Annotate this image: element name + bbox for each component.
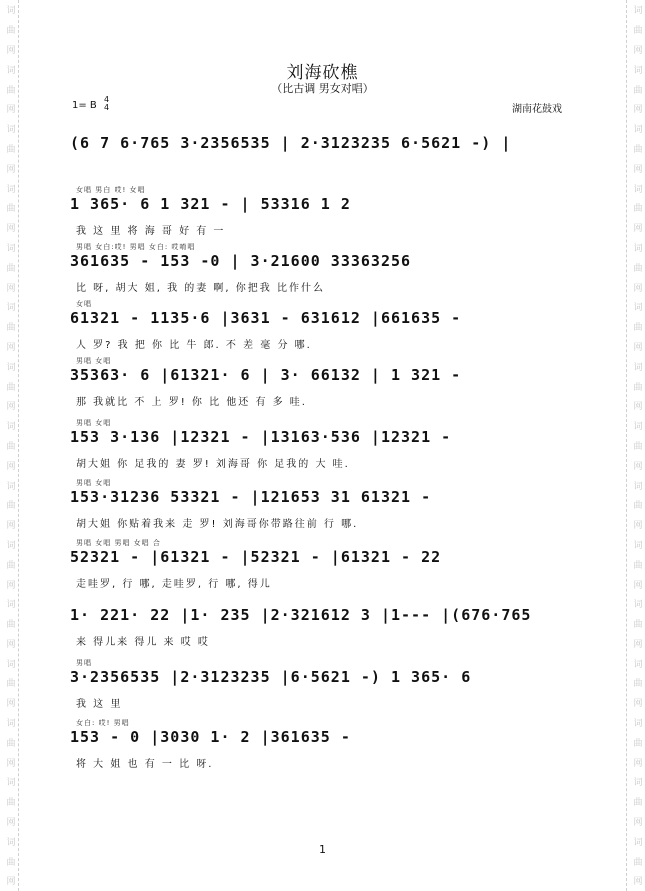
watermark-char: 词 [4, 5, 15, 15]
watermark-char: 网 [4, 579, 15, 589]
watermark-char: 网 [631, 757, 642, 767]
watermark-char: 词 [631, 777, 642, 787]
watermark-char: 词 [631, 64, 642, 74]
score-line [70, 244, 585, 300]
watermark-char: 曲 [631, 619, 642, 629]
watermark-char: 曲 [4, 322, 15, 332]
watermark-char: 网 [4, 104, 15, 114]
lyrics: 来 得儿来 得儿 来 哎 哎 [76, 637, 210, 648]
region-label: 湖南花鼓戏 [512, 104, 562, 115]
watermark-char: 网 [631, 401, 642, 411]
watermark-char: 网 [4, 520, 15, 530]
lyrics: 将 大 姐 也 有 一 比 呀. [76, 759, 214, 770]
watermark-char: 网 [4, 460, 15, 470]
watermark-char: 网 [4, 876, 15, 886]
watermark-char: 网 [4, 817, 15, 827]
watermark-char: 网 [631, 44, 642, 54]
watermark-char: 曲 [631, 143, 642, 153]
watermark-char: 网 [631, 341, 642, 351]
watermark-char: 词 [631, 539, 642, 549]
watermark-char: 词 [631, 421, 642, 431]
watermark-char: 曲 [4, 797, 15, 807]
watermark-char: 词 [631, 836, 642, 846]
watermark-char: 曲 [631, 737, 642, 747]
watermark-char: 曲 [4, 381, 15, 391]
watermark-char: 网 [631, 223, 642, 233]
jianpu-notes: 1· 221· 22 |1· 235 |2·321612 3 |1--- |(676·765 [70, 606, 532, 624]
watermark-char: 词 [4, 599, 15, 609]
score-line [70, 126, 585, 182]
lyrics: 走哇罗, 行 哪, 走哇罗, 行 哪, 得儿 [76, 579, 272, 590]
watermark-char: 词 [4, 421, 15, 431]
watermark-char: 网 [4, 341, 15, 351]
watermark-right [626, 0, 645, 891]
watermark-char: 词 [4, 361, 15, 371]
watermark-char: 曲 [631, 25, 642, 35]
score-line [70, 358, 585, 414]
watermark-char: 网 [631, 282, 642, 292]
lyrics: 胡大姐 你贴着我来 走 罗! 刘海哥你带路往前 行 哪. [76, 519, 359, 530]
watermark-char: 曲 [4, 559, 15, 569]
watermark-char: 词 [631, 718, 642, 728]
watermark-char: 词 [4, 836, 15, 846]
watermark-char: 词 [631, 5, 642, 15]
watermark-char: 曲 [631, 381, 642, 391]
watermark-char: 曲 [4, 440, 15, 450]
role-markers: 男唱 女唱 男唱 女唱 合 [76, 539, 161, 547]
jianpu-notes: 361635 - 153 -0 | 3·21600 33363256 [70, 252, 412, 270]
watermark-char: 曲 [631, 84, 642, 94]
lyrics: 胡大姐 你 足我的 妻 罗! 刘海哥 你 足我的 大 哇. [76, 459, 350, 470]
score-line [70, 480, 585, 536]
watermark-char: 词 [631, 361, 642, 371]
watermark-char: 曲 [631, 262, 642, 272]
watermark-char: 曲 [631, 856, 642, 866]
watermark-char: 词 [631, 658, 642, 668]
jianpu-notes: 35363· 6 |61321· 6 | 3· 66132 | 1 321 - [70, 366, 462, 384]
role-markers: 男唱 女白:哎! 男唱 女白: 哎唷唱 [76, 243, 196, 251]
role-markers: 男唱 [76, 659, 92, 667]
watermark-char: 网 [631, 638, 642, 648]
watermark-char: 曲 [631, 678, 642, 688]
watermark-char: 词 [4, 124, 15, 134]
watermark-char: 曲 [4, 619, 15, 629]
score-line [70, 540, 585, 596]
watermark-char: 曲 [631, 500, 642, 510]
watermark-char: 曲 [631, 559, 642, 569]
watermark-char: 曲 [4, 203, 15, 213]
time-signature [104, 96, 109, 112]
watermark-char: 网 [4, 163, 15, 173]
jianpu-notes: 153 - 0 |3030 1· 2 |361635 - [70, 728, 351, 746]
lyrics: 我 这 里 将 海 哥 好 有 一 [76, 226, 226, 237]
lyrics: 人 罗? 我 把 你 比 牛 郎. 不 差 毫 分 哪. [76, 340, 312, 351]
watermark-char: 曲 [631, 322, 642, 332]
watermark-char: 词 [631, 183, 642, 193]
watermark-char: 网 [4, 698, 15, 708]
watermark-char: 曲 [631, 203, 642, 213]
watermark-char: 曲 [4, 84, 15, 94]
watermark-char: 词 [4, 183, 15, 193]
watermark-char: 曲 [4, 856, 15, 866]
watermark-char: 词 [4, 658, 15, 668]
watermark-char: 词 [4, 302, 15, 312]
role-markers: 女唱 [76, 300, 92, 308]
time-signature-top: 4 [104, 95, 110, 104]
watermark-char: 曲 [631, 440, 642, 450]
watermark-char: 网 [4, 44, 15, 54]
watermark-char: 曲 [4, 143, 15, 153]
jianpu-notes: 52321 - |61321 - |52321 - |61321 - 22 [70, 548, 442, 566]
watermark-char: 网 [4, 282, 15, 292]
watermark-char: 网 [631, 460, 642, 470]
watermark-char: 曲 [4, 678, 15, 688]
watermark-char: 网 [4, 757, 15, 767]
time-signature-bottom: 4 [104, 103, 110, 112]
song-subtitle: （比古调 男女对唱） [271, 82, 374, 95]
watermark-char: 曲 [4, 500, 15, 510]
watermark-char: 网 [631, 876, 642, 886]
score-line [70, 301, 585, 357]
role-markers: 男唱 女唱 [76, 419, 112, 427]
song-title: 刘海砍樵 [286, 63, 359, 83]
role-markers: 女白: 哎! 男唱 [76, 719, 130, 727]
page-number: 1 [319, 843, 326, 856]
lyrics: 那 我就比 不 上 罗! 你 比 他还 有 多 哇. [76, 397, 307, 408]
jianpu-notes: 153·31236 53321 - |121653 31 61321 - [70, 488, 432, 506]
watermark-char: 曲 [631, 797, 642, 807]
watermark-char: 词 [631, 480, 642, 490]
watermark-char: 曲 [4, 25, 15, 35]
watermark-char: 词 [631, 302, 642, 312]
watermark-char: 曲 [4, 262, 15, 272]
watermark-char: 词 [631, 599, 642, 609]
watermark-char: 网 [631, 104, 642, 114]
key-signature: 1= B [72, 100, 97, 111]
jianpu-notes: 153 3·136 |12321 - |13163·536 |12321 - [70, 428, 452, 446]
watermark-char: 词 [4, 777, 15, 787]
watermark-char: 词 [4, 242, 15, 252]
role-markers: 女唱 男白 哎! 女唱 [76, 186, 146, 194]
watermark-char: 词 [631, 242, 642, 252]
lyrics: 比 呀, 胡大 姐, 我 的妻 啊, 你把我 比作什么 [76, 283, 325, 294]
role-markers: 男唱 女唱 [76, 357, 112, 365]
watermark-char: 网 [631, 163, 642, 173]
watermark-char: 网 [631, 520, 642, 530]
score-line [70, 660, 585, 716]
watermark-char: 词 [4, 718, 15, 728]
watermark-left [0, 0, 19, 891]
role-markers: 男唱 女唱 [76, 479, 112, 487]
watermark-char: 词 [4, 64, 15, 74]
jianpu-notes: (6 7 6·765 3·2356535 | 2·3123235 6·5621 -) | [70, 134, 512, 152]
watermark-char: 网 [4, 223, 15, 233]
score-line [70, 187, 585, 243]
watermark-char: 网 [631, 579, 642, 589]
watermark-char: 网 [4, 638, 15, 648]
watermark-char: 词 [4, 480, 15, 490]
watermark-char: 网 [4, 401, 15, 411]
watermark-char: 词 [631, 124, 642, 134]
score-line [70, 420, 585, 476]
score-line [70, 720, 585, 776]
jianpu-notes: 61321 - 1135·6 |3631 - 631612 |661635 - [70, 309, 462, 327]
watermark-char: 曲 [4, 737, 15, 747]
watermark-char: 网 [631, 817, 642, 827]
score-line [70, 598, 585, 654]
watermark-char: 网 [631, 698, 642, 708]
jianpu-notes: 3·2356535 |2·3123235 |6·5621 -) 1 365· 6 [70, 668, 472, 686]
watermark-char: 词 [4, 539, 15, 549]
jianpu-notes: 1 365· 6 1 321 - | 53316 1 2 [70, 195, 351, 213]
lyrics: 我 这 里 [76, 699, 123, 710]
